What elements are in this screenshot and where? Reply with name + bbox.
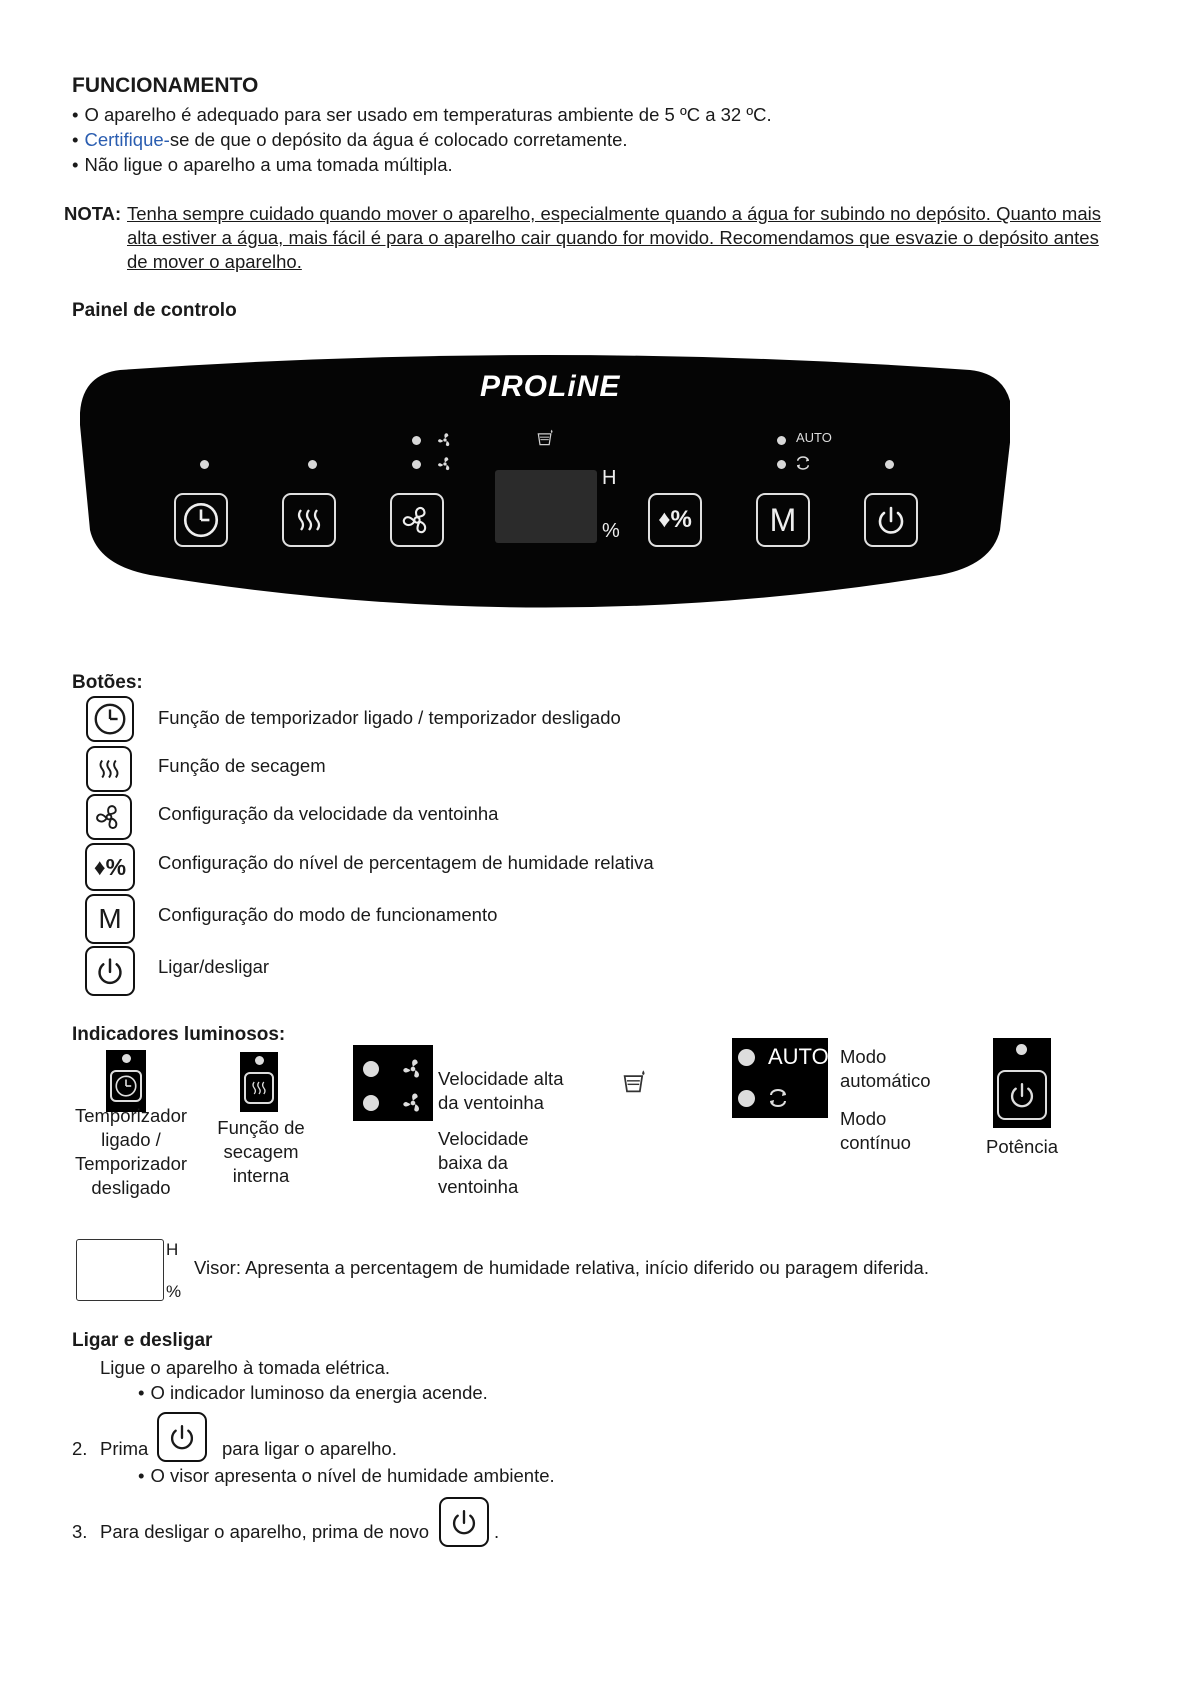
dry-label-line-3: interna — [232, 1165, 290, 1186]
fan-high-label-line-2: da ventoinha — [438, 1092, 544, 1113]
fan-high-indicator-dot — [363, 1061, 379, 1077]
step2-bullet — [138, 1463, 555, 1488]
note-label: NOTA: — [64, 203, 122, 224]
water-tank-icon — [620, 1068, 648, 1096]
section-title: FUNCIONAMENTO — [72, 74, 259, 97]
indicator-power-label: Potência — [986, 1136, 1058, 1157]
legend-mode-box — [85, 894, 135, 944]
legend-label-fan: Configuração da velocidade da ventoinha — [158, 803, 499, 824]
panel-display — [495, 470, 597, 543]
note-line-1: Tenha sempre cuidado quando mover o aparelho, especialmente quando a água for subindo no depósito. Quanto mais — [127, 203, 1101, 224]
power-indicator-dot — [1016, 1044, 1027, 1055]
step2-pre: Prima — [100, 1438, 149, 1459]
indicator-auto-graphic — [732, 1038, 828, 1118]
control-panel-image — [80, 350, 1010, 630]
step2-power-box — [157, 1412, 207, 1462]
humidity-percent-icon: ♦% — [658, 506, 692, 533]
auto-label: AUTO — [796, 430, 832, 445]
dry-label-line-1: Função de — [217, 1117, 305, 1138]
step2-number: 2. — [72, 1438, 88, 1459]
fan-low-icon — [435, 454, 455, 474]
power-indicator-button — [997, 1070, 1047, 1120]
legend-label-dry: Função de secagem — [158, 755, 326, 776]
timer-label-line-1: Temporizador — [74, 1105, 188, 1126]
legend-humidity-box — [85, 843, 135, 891]
fan-high-icon — [435, 430, 455, 450]
panel-display-pct: % — [602, 520, 620, 542]
power-icon — [1004, 1077, 1040, 1113]
auto-label-line-2: automático — [840, 1070, 931, 1091]
dry-indicator-button — [244, 1072, 274, 1104]
panel-timer-button[interactable] — [174, 493, 228, 547]
mode-m-icon: M — [98, 903, 122, 934]
auto-label-line-1: Modo — [840, 1046, 887, 1067]
auto-indicator-dot — [738, 1049, 755, 1066]
timer-indicator-dot — [122, 1054, 131, 1063]
heat-waves-icon — [289, 500, 329, 540]
timer-label-line-3: Temporizador — [74, 1153, 188, 1174]
indicator-dry-label — [196, 1116, 326, 1188]
fan-low-icon — [399, 1089, 427, 1117]
intro-bullet-2-text: se de que o depósito da água é colocado corretamente. — [169, 129, 628, 150]
fan-high-dot — [412, 436, 421, 445]
continuous-indicator-dot — [738, 1090, 755, 1107]
fan-low-label-line-2: baixa da — [438, 1152, 508, 1173]
intro-bullet-3 — [72, 152, 453, 177]
step2-bullet-text: O visor apresenta o nível de humidade ambiente. — [150, 1465, 555, 1486]
indicator-fan-low-label — [438, 1127, 529, 1199]
indicator-timer-label — [56, 1104, 206, 1200]
continuous-label-line-1: Modo — [840, 1108, 887, 1129]
indicator-fan-high-label — [438, 1067, 564, 1115]
step1-bullet-text: O indicador luminoso da energia acende. — [150, 1382, 488, 1403]
display-description: Visor: Apresenta a percentagem de humidade relativa, início diferido ou paragem diferida. — [194, 1257, 929, 1278]
timer-label-line-4: desligado — [91, 1177, 171, 1198]
timer-label-line-2: ligado / — [101, 1129, 161, 1150]
power-icon — [871, 500, 911, 540]
intro-bullet-3-text: Não ligue o aparelho a uma tomada múltipla. — [84, 154, 453, 175]
legend-label-timer: Função de temporizador ligado / temporizador desligado — [158, 707, 621, 728]
on-off-heading: Ligar e desligar — [72, 1330, 213, 1351]
note-line-3: de mover o aparelho. — [127, 251, 302, 272]
humidity-percent-icon: ♦% — [93, 853, 127, 880]
display-illustration — [76, 1239, 164, 1301]
fan-low-label-line-3: ventoinha — [438, 1176, 519, 1197]
step2-post: para ligar o aparelho. — [222, 1438, 397, 1459]
dry-label-line-2: secagem — [223, 1141, 299, 1162]
fan-low-indicator-dot — [363, 1095, 379, 1111]
clock-icon — [91, 700, 129, 738]
indicator-auto-label — [840, 1045, 931, 1093]
indicator-timer-graphic — [106, 1050, 146, 1112]
step3-text: Para desligar o aparelho, prima de novo — [100, 1521, 430, 1542]
continuous-label-line-2: contínuo — [840, 1132, 911, 1153]
fan-low-dot — [412, 460, 421, 469]
heat-waves-icon — [92, 752, 126, 786]
legend-clock-box — [86, 696, 134, 742]
panel-humidity-button[interactable] — [648, 493, 702, 547]
clock-icon — [180, 499, 222, 541]
intro-bullet-1-text: O aparelho é adequado para ser usado em temperaturas ambiente de 5 ºC a 32 ºC. — [84, 104, 772, 125]
power-dot — [885, 460, 894, 469]
brand-logo: PROLiNE — [480, 370, 621, 403]
intro-bullet-1 — [72, 102, 772, 127]
intro-bullet-2 — [72, 127, 628, 152]
fan-icon — [396, 499, 438, 541]
fan-low-label-line-1: Velocidade — [438, 1128, 529, 1149]
legend-fan-box — [86, 794, 132, 840]
indicator-continuous-label — [840, 1107, 911, 1155]
indicators-heading: Indicadores luminosos: — [72, 1024, 286, 1045]
step1-bullet — [138, 1380, 488, 1405]
panel-power-button[interactable] — [864, 493, 918, 547]
power-icon — [446, 1504, 482, 1540]
mode-m-icon: M — [769, 501, 797, 538]
buttons-heading: Botões: — [72, 672, 143, 693]
timer-indicator-button — [110, 1070, 142, 1102]
fan-high-label-line-1: Velocidade alta — [438, 1068, 564, 1089]
legend-label-mode: Configuração do modo de funcionamento — [158, 904, 498, 925]
indicator-fan-graphic — [353, 1045, 433, 1121]
timer-dot — [200, 460, 209, 469]
step3-end: . — [494, 1521, 500, 1542]
legend-label-humidity: Configuração do nível de percentagem de humidade relativa — [158, 852, 654, 873]
panel-dry-button[interactable] — [282, 493, 336, 547]
legend-power-box — [85, 946, 135, 996]
auto-dot — [777, 436, 786, 445]
continuous-dot — [777, 460, 786, 469]
panel-fan-button[interactable] — [390, 493, 444, 547]
step3-number: 3. — [72, 1521, 88, 1542]
continuous-icon — [766, 1086, 790, 1110]
legend-label-power: Ligar/desligar — [158, 956, 270, 977]
dry-dot — [308, 460, 317, 469]
continuous-icon — [794, 454, 812, 472]
display-h-label: H — [166, 1240, 179, 1259]
panel-mode-button[interactable] — [756, 493, 810, 547]
display-pct-label: % — [166, 1282, 182, 1301]
panel-display-h: H — [602, 467, 617, 489]
step1-text: Ligue o aparelho à tomada elétrica. — [100, 1357, 391, 1378]
control-panel-heading: Painel de controlo — [72, 300, 237, 321]
fan-icon — [90, 798, 128, 836]
fan-high-icon — [399, 1055, 427, 1083]
note-line-2: alta estiver a água, mais fácil é para o aparelho cair quando for movido. Recomendamos que esvazie o depósito antes — [127, 227, 1099, 248]
legend-heat-box — [86, 746, 132, 792]
intro-bullet-2-prefix: Certifique- — [84, 129, 170, 150]
power-icon — [164, 1419, 200, 1455]
power-icon — [91, 952, 129, 990]
clock-icon — [113, 1073, 139, 1099]
dry-indicator-dot — [255, 1056, 264, 1065]
auto-indicator-text: AUTO — [768, 1044, 829, 1069]
indicator-dry-graphic — [240, 1052, 278, 1112]
indicator-power-graphic — [993, 1038, 1051, 1128]
heat-waves-icon — [247, 1076, 271, 1100]
step3-power-box — [439, 1497, 489, 1547]
water-tank-icon — [535, 428, 555, 448]
